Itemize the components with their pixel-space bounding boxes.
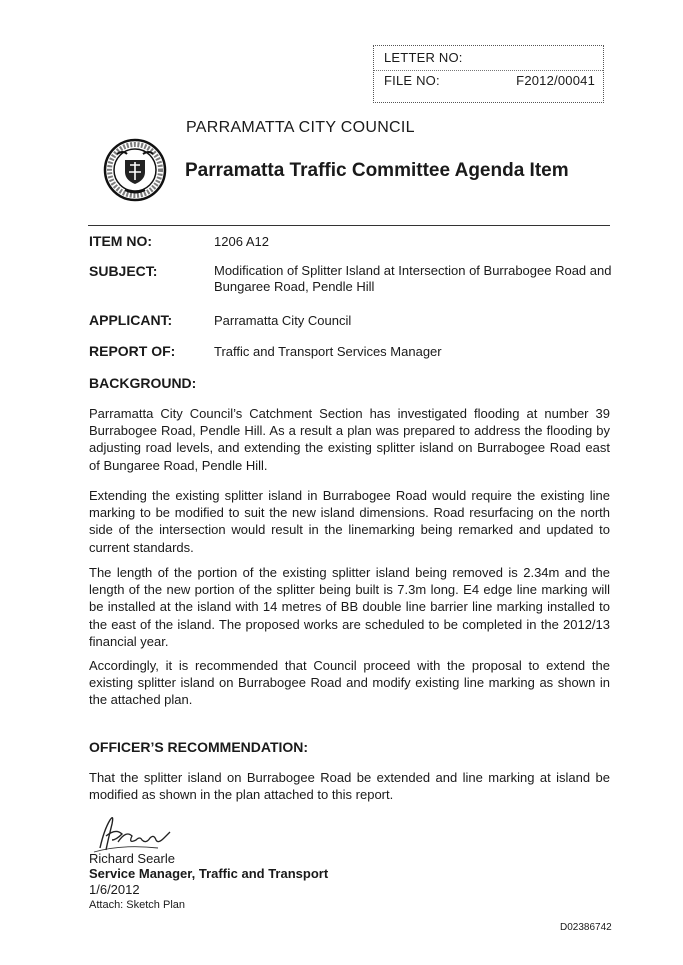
file-no-row <box>384 73 595 88</box>
background-paragraph-1: Parramatta City Council’s Catchment Section has investigated flooding at number 39 Burrabogee Road, Pendle Hill. As a result a plan was prepared to address the flooding by adjusting road levels, and extending the existing splitter island on Burrabogee Road east of Bungaree Road, Pendle Hill. <box>89 406 610 473</box>
letter-no-row <box>384 50 595 65</box>
file-no-label: FILE NO: <box>384 73 440 88</box>
signatory-position: Service Manager, Traffic and Transport <box>89 866 329 881</box>
subject-label: SUBJECT: <box>89 263 158 279</box>
council-name: PARRAMATTA CITY COUNCIL <box>186 119 415 136</box>
signoff-date: 1/6/2012 <box>89 882 140 897</box>
council-seal-icon <box>103 138 167 202</box>
file-no-value: F2012/00041 <box>516 73 595 88</box>
reference-box <box>373 45 604 103</box>
letter-no-label: LETTER NO: <box>384 50 463 65</box>
background-paragraph-2: Extending the existing splitter island in Burrabogee Road would require the existing line marking to be modified to suit the new island dimensions. Road resurfacing on the north side of the intersection would result in the linemarking being remarked and updated to current standards. <box>89 488 610 555</box>
recommendation-heading: OFFICER’S RECOMMENDATION: <box>89 739 309 755</box>
item-no-label: ITEM NO: <box>89 233 152 249</box>
agenda-item-title: Parramatta Traffic Committee Agenda Item <box>185 160 569 181</box>
handwritten-signature-icon <box>92 810 182 854</box>
item-no-value: 1206 A12 <box>214 234 269 249</box>
recommendation-text: That the splitter island on Burrabogee Road be extended and line marking at island be modified as shown in the plan attached to this report. <box>89 770 610 803</box>
reference-box-divider <box>374 70 603 71</box>
attachment-note: Attach: Sketch Plan <box>89 899 185 911</box>
header-divider <box>88 225 610 226</box>
applicant-value: Parramatta City Council <box>214 313 352 328</box>
background-heading: BACKGROUND: <box>89 375 197 391</box>
report-of-value: Traffic and Transport Services Manager <box>214 344 442 359</box>
background-paragraph-4: Accordingly, it is recommended that Council proceed with the proposal to extend the existing splitter island on Burrabogee Road and modify existing line marking as shown in the attached plan. <box>89 658 610 708</box>
report-of-label: REPORT OF: <box>89 343 176 359</box>
applicant-label: APPLICANT: <box>89 312 173 328</box>
signatory-name: Richard Searle <box>89 851 175 866</box>
subject-value: Modification of Splitter Island at Intersection of Burrabogee Road and Bungaree Road, Pendle Hill <box>214 263 612 294</box>
document-id: D02386742 <box>560 922 612 933</box>
background-paragraph-3: The length of the portion of the existing splitter island being removed is 2.34m and the length of the new portion of the splitter being built is 7.3m long. E4 edge line marking will be installed at the island with 14 metres of BB double line barrier line marking installed to the east of the island. The proposed works are scheduled to be completed in the 2012/13 financial year. <box>89 565 610 649</box>
